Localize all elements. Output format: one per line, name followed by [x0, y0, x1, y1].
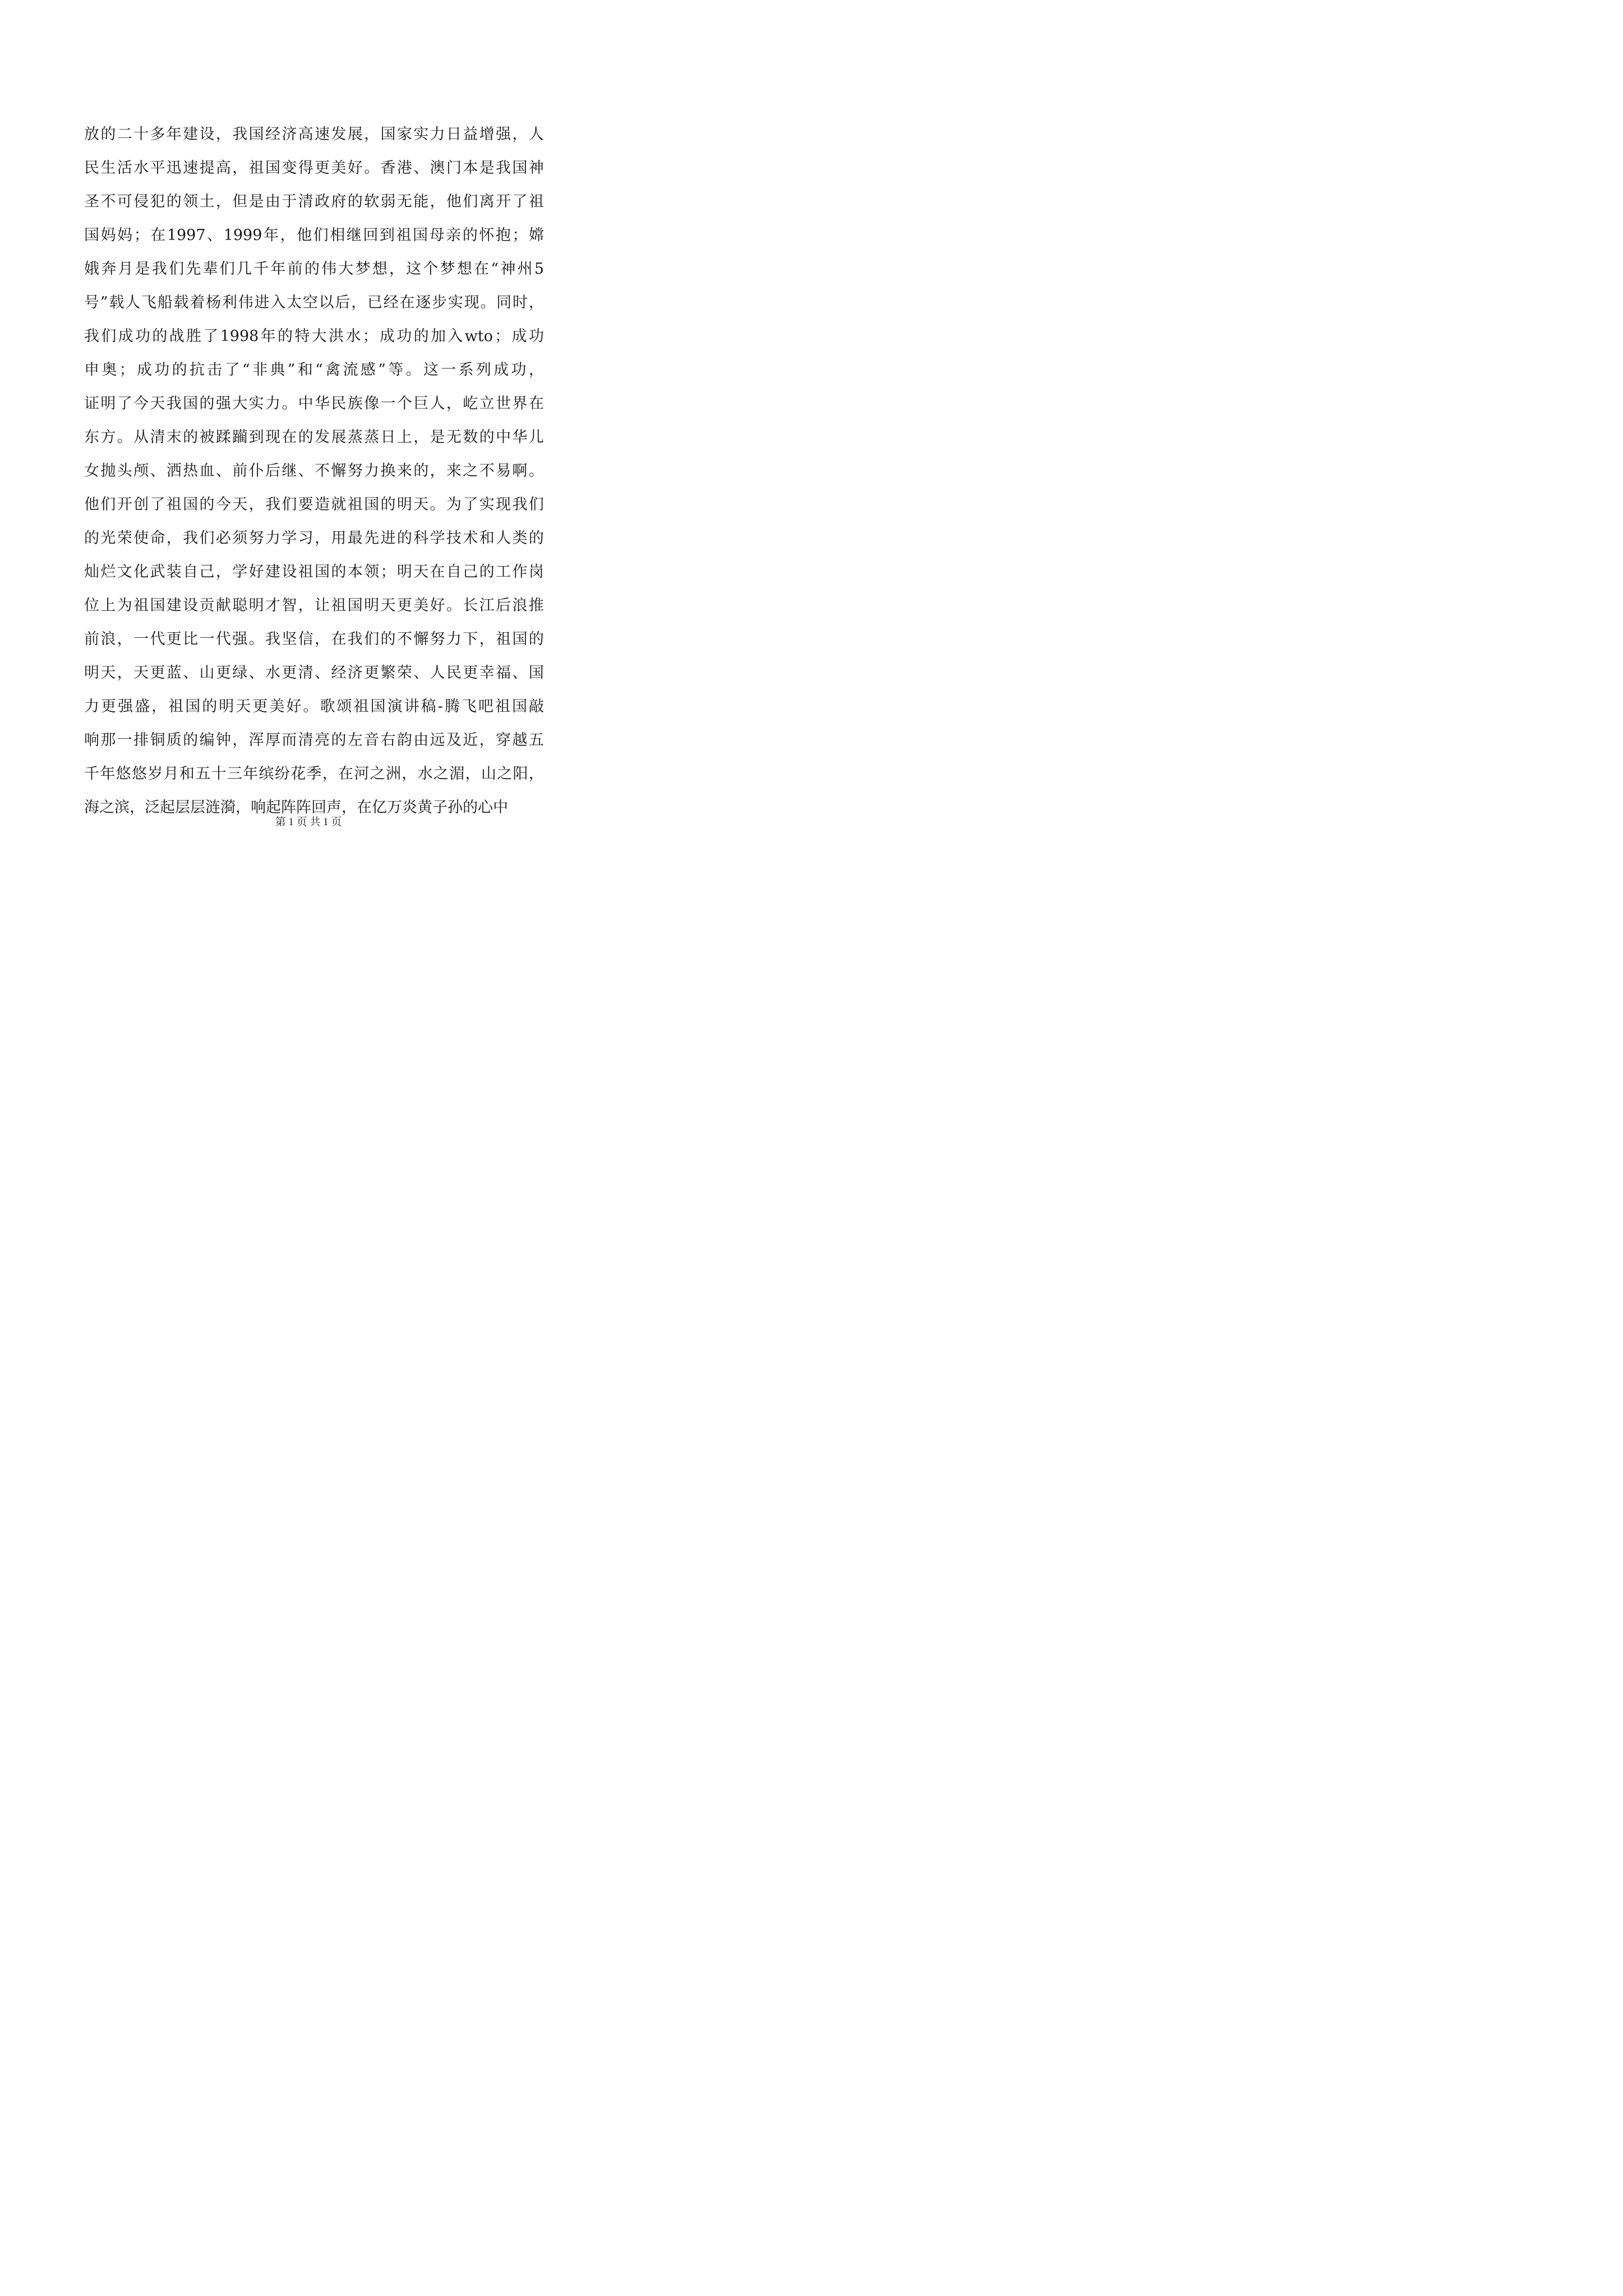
document-page [0, 0, 617, 873]
text-line: 国 妈 妈 ； 在 1997 、 1999 年 ， 他 们 相 继 回 到 祖 国 母 亲 的 怀 抱 ； 嫦 [84, 227, 544, 244]
body-text [84, 118, 544, 825]
text-line: 响 那 一 排 铜 质 的 编 钟 ， 浑 厚 而 清 亮 的 左 音 右 韵 由 远 及 近 ， 穿 越 五 [84, 731, 544, 749]
text-line: 圣 不 可 侵 犯 的 领 土 ， 但 是 由 于 清 政 府 的 软 弱 无 能 ， 他 们 离 开 了 祖 [84, 193, 544, 210]
text-line: 我 们 成 功 的 战 胜 了 1998 年 的 特 大 洪 水 ； 成 功 的 加 入 wto ； 成 功 [84, 328, 544, 345]
text-line: 千 年 悠 悠 岁 月 和 五 十 三 年 缤 纷 花 季 ， 在 河 之 洲 ， 水 之 湄 ， 山 之 阳 ， [84, 765, 544, 783]
text-line: 位 上 为 祖 国 建 设 贡 献 聪 明 才 智 ， 让 祖 国 明 天 更 美 好 。 长 江 后 浪 推 [84, 597, 544, 614]
text-line: 放 的 二 十 多 年 建 设 ， 我 国 经 济 高 速 发 展 ， 国 家 实 力 日 益 增 强 ， 人 [84, 126, 544, 143]
text-line: 力 更 强 盛 ， 祖 国 的 明 天 更 美 好 。 歌 颂 祖 国 演 讲 稿 - 腾 飞 吧 祖 国 敲 [84, 698, 544, 715]
page-footer: 第 1 页 共 1 页 [275, 816, 342, 828]
text-line: 女 抛 头 颅 、 洒 热 血 、 前 仆 后 继 、 不 懈 努 力 换 来 的 ， 来 之 不 易 啊 。 [84, 462, 544, 480]
text-line: 前 浪 ， 一 代 更 比 一 代 强 。 我 坚 信 ， 在 我 们 的 不 懈 努 力 下 ， 祖 国 的 [84, 631, 544, 648]
text-line: 证 明 了 今 天 我 国 的 强 大 实 力 。 中 华 民 族 像 一 个 巨 人 ， 屹 立 世 界 在 [84, 395, 544, 412]
text-line: 民 生 活 水 平 迅 速 提 高 ， 祖 国 变 得 更 美 好 。 香 港 、 澳 门 本 是 我 国 神 [84, 159, 544, 177]
text-line: 号 ” 载 人 飞 船 载 着 杨 利 伟 进 入 太 空 以 后 ， 已 经 在 逐 步 实 现 。 同 时 ， [84, 294, 544, 311]
text-line: 灿 烂 文 化 武 装 自 己 ， 学 好 建 设 祖 国 的 本 领 ； 明 天 在 自 己 的 工 作 岗 [84, 563, 544, 581]
text-line: 海之滨，泛起层层涟漪，响起阵阵回声，在亿万炎黄子孙的心中 [84, 799, 508, 816]
text-line: 他 们 开 创 了 祖 国 的 今 天 ， 我 们 要 造 就 祖 国 的 明 天 。 为 了 实 现 我 们 [84, 496, 544, 513]
text-line: 申 奥 ； 成 功 的 抗 击 了 “ 非 典 ” 和 “ 禽 流 感 ” 等 。 这 一 系 列 成 功 ， [84, 361, 544, 379]
text-line: 明 天 ， 天 更 蓝 、 山 更 绿 、 水 更 清 、 经 济 更 繁 荣 、 人 民 更 幸 福 、 国 [84, 664, 544, 682]
text-line: 的 光 荣 使 命 ， 我 们 必 须 努 力 学 习 ， 用 最 先 进 的 科 学 技 术 和 人 类 的 [84, 530, 544, 547]
text-line: 东 方 。 从 清 末 的 被 蹂 躏 到 现 在 的 发 展 蒸 蒸 日 上 ， 是 无 数 的 中 华 儿 [84, 429, 544, 446]
text-line: 娥 奔 月 是 我 们 先 辈 们 几 千 年 前 的 伟 大 梦 想 ， 这 个 梦 想 在 “ 神 州 5 [84, 260, 544, 278]
